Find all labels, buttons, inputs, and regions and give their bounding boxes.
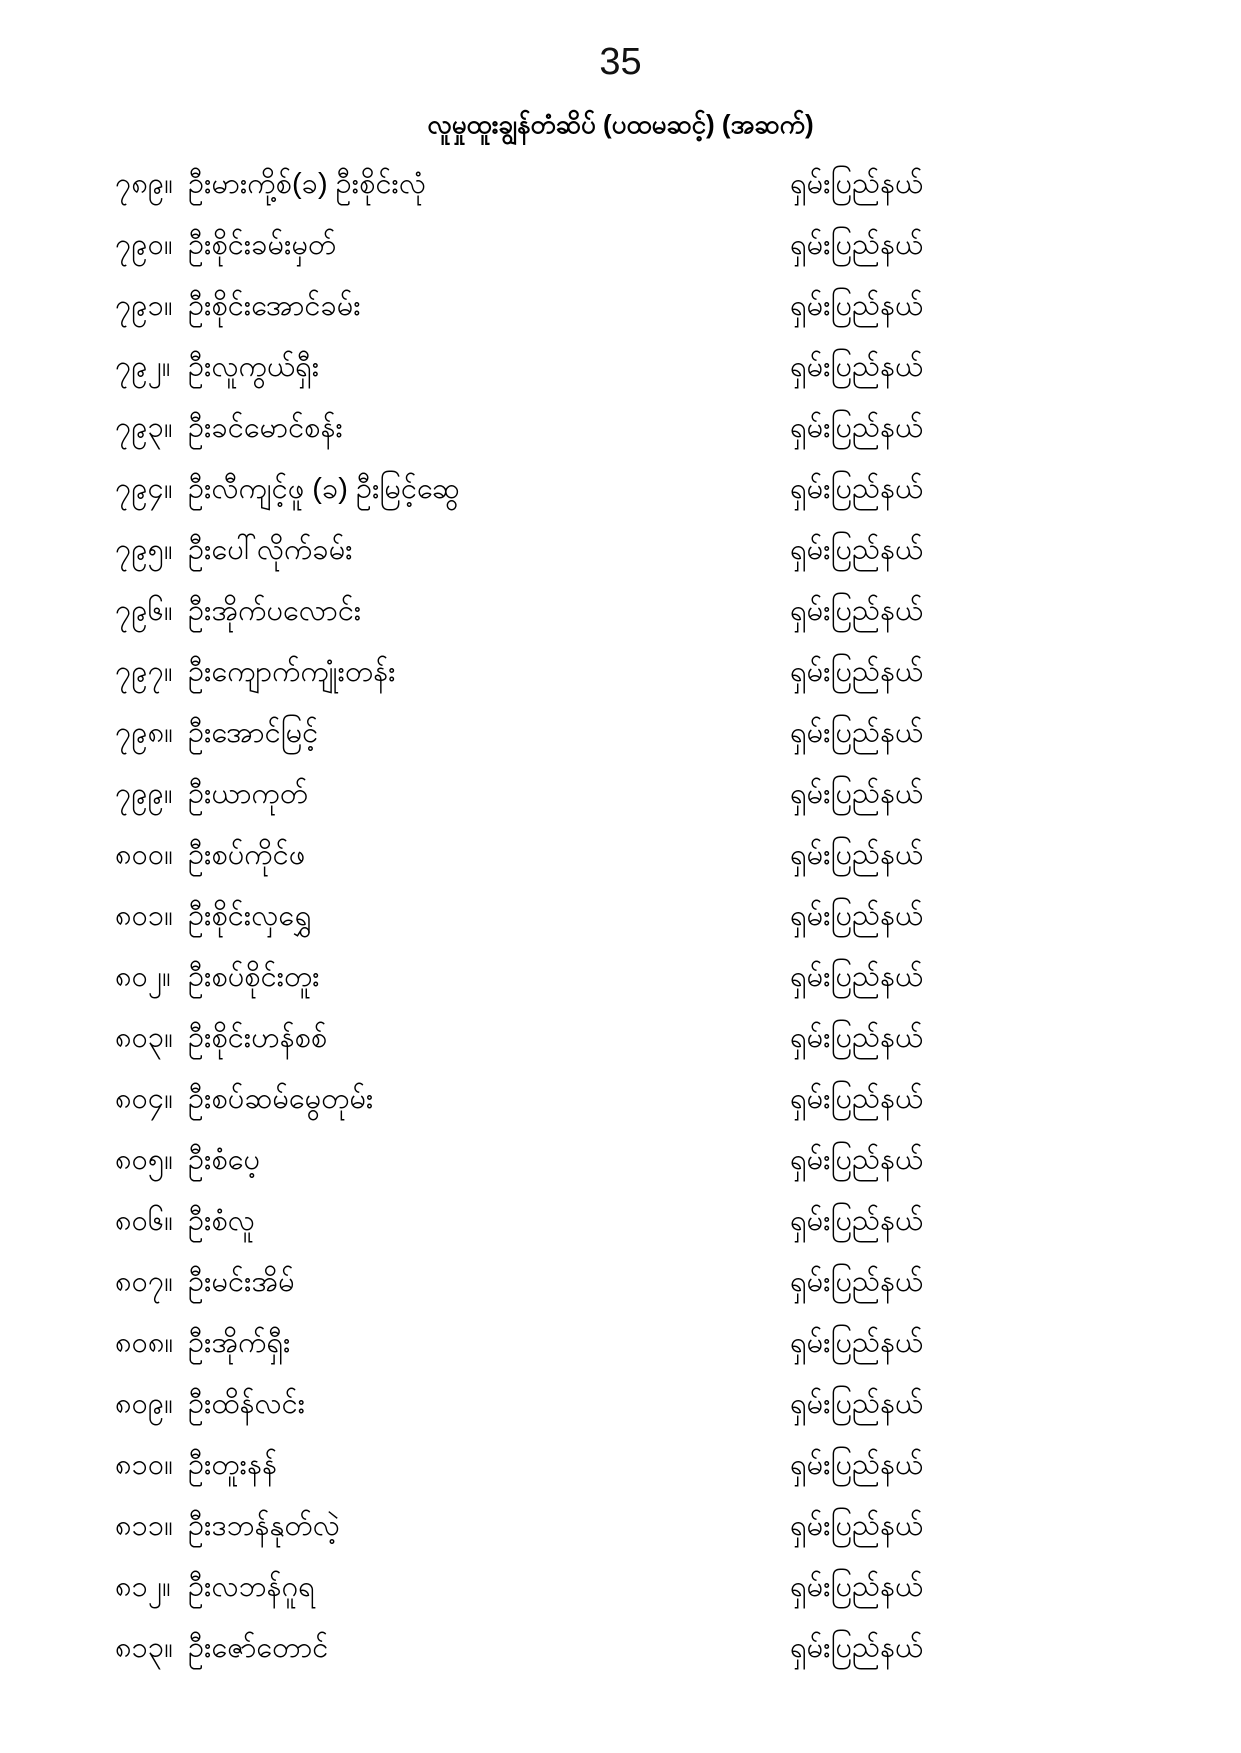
entry-number: ၇၉၀။ <box>115 229 173 261</box>
entry-name: ဦးအိုက်ပလောင်း <box>188 595 362 627</box>
list-item <box>0 703 1241 764</box>
entry-number: ၈၁၁။ <box>115 1510 173 1542</box>
entry-number: ၈၀၁။ <box>115 900 173 932</box>
entry-name: ဦးအောင်မြင့် <box>188 717 319 749</box>
entry-name: ဦးစပ်ဆမ်မွေတုမ်း <box>188 1083 374 1115</box>
list-item <box>0 1008 1241 1069</box>
entry-region: ရှမ်းပြည်နယ် <box>790 839 924 871</box>
entry-number: ၇၉၈။ <box>115 717 173 749</box>
list-item <box>0 1313 1241 1374</box>
list-item <box>0 1374 1241 1435</box>
entry-number: ၈၀၇။ <box>115 1266 173 1298</box>
entry-name: ဦးဒဘန်နုတ်လဲ့ <box>188 1510 340 1542</box>
entry-region: ရှမ်းပြည်နယ် <box>790 656 924 688</box>
entry-region: ရှမ်းပြည်နယ် <box>790 961 924 993</box>
entry-number: ၈၀၈။ <box>115 1327 174 1359</box>
entry-number: ၈၁၂။ <box>115 1571 171 1603</box>
entry-region: ရှမ်းပြည်နယ် <box>790 290 924 322</box>
entry-region: ရှမ်းပြည်နယ် <box>790 1327 924 1359</box>
entry-number: ၇၉၆။ <box>115 595 173 627</box>
list-item <box>0 764 1241 825</box>
entry-name: ဦးယာကုတ် <box>188 778 309 810</box>
list-item <box>0 1191 1241 1252</box>
list-item <box>0 1618 1241 1679</box>
entry-region: ရှမ်းပြည်နယ် <box>790 412 924 444</box>
entry-name: ဦးစိုင်းခမ်းမှတ် <box>188 229 337 261</box>
entry-region: ရှမ်းပြည်နယ် <box>790 1205 924 1237</box>
list-item <box>0 1252 1241 1313</box>
list-item <box>0 1130 1241 1191</box>
entry-name: ဦးစိုင်းအောင်ခမ်း <box>188 290 361 322</box>
list-item <box>0 1496 1241 1557</box>
entry-name: ဦးလူကွယ်ရှီး <box>188 351 320 383</box>
entry-name: ဦးခင်မောင်စန်း <box>188 412 343 444</box>
entry-name: ဦးဇော်တောင် <box>188 1632 329 1664</box>
entry-name: ဦးပေါ်လိုက်ခမ်း <box>188 534 353 566</box>
list-item <box>0 520 1241 581</box>
entry-number: ၈၀၉။ <box>115 1388 173 1420</box>
entry-number: ၈၀၆။ <box>115 1205 173 1237</box>
entry-number: ၈၀၅။ <box>115 1144 173 1176</box>
list-item <box>0 642 1241 703</box>
entry-name: ဦးလဘန်ဂူရ <box>188 1571 315 1603</box>
entry-region: ရှမ်းပြည်နယ် <box>790 1388 924 1420</box>
entry-region: ရှမ်းပြည်နယ် <box>790 1022 924 1054</box>
entries-list <box>0 154 1241 1679</box>
document-title: လူမှုထူးချွန်တံဆိပ် (ပထမဆင့်) (အဆက်) <box>427 109 814 139</box>
entry-region: ရှမ်းပြည်နယ် <box>790 900 924 932</box>
entry-number: ၈၀၃။ <box>115 1022 173 1054</box>
entry-number: ၇၉၁။ <box>115 290 173 322</box>
list-item <box>0 1435 1241 1496</box>
entry-region: ရှမ်းပြည်နယ် <box>790 1144 924 1176</box>
entry-name: ဦးစပ်ကိုင်ဖ <box>188 839 306 871</box>
entry-region: ရှမ်းပြည်နယ် <box>790 717 924 749</box>
list-item <box>0 276 1241 337</box>
list-item <box>0 886 1241 947</box>
list-item <box>0 1069 1241 1130</box>
entry-region: ရှမ်းပြည်နယ် <box>790 229 924 261</box>
entry-region: ရှမ်းပြည်နယ် <box>790 778 924 810</box>
entry-name: ဦးတူးနန် <box>188 1449 278 1481</box>
list-item <box>0 154 1241 215</box>
entry-name: ဦးစိုင်းလှရွှေ <box>188 900 312 932</box>
list-item <box>0 215 1241 276</box>
entry-region: ရှမ်းပြည်နယ် <box>790 1632 924 1664</box>
entry-number: ၈၁၃။ <box>115 1632 173 1664</box>
entry-region: ရှမ်းပြည်နယ် <box>790 595 924 627</box>
entry-number: ၈၀၄။ <box>115 1083 173 1115</box>
entry-number: ၇၉၉။ <box>115 778 173 810</box>
entry-number: ၈၀၂။ <box>115 961 171 993</box>
list-item <box>0 337 1241 398</box>
entry-region: ရှမ်းပြည်နယ် <box>790 168 924 200</box>
entry-number: ၇၉၄။ <box>115 473 173 505</box>
page-number: 35 <box>599 41 642 83</box>
entry-region: ရှမ်းပြည်နယ် <box>790 1510 924 1542</box>
entry-region: ရှမ်းပြည်နယ် <box>790 1083 924 1115</box>
entry-region: ရှမ်းပြည်နယ် <box>790 473 924 505</box>
entry-name: ဦးစိုင်းဟန်စစ် <box>188 1022 328 1054</box>
entry-number: ၈၁၀။ <box>115 1449 173 1481</box>
entry-number: ၇၉၅။ <box>115 534 173 566</box>
entry-region: ရှမ်းပြည်နယ် <box>790 534 924 566</box>
list-item <box>0 398 1241 459</box>
entry-number: ၇၉၃။ <box>115 412 173 444</box>
entry-number: ၈၀၀။ <box>115 839 173 871</box>
entry-number: ၇၉၂။ <box>115 351 171 383</box>
entry-number: ၇၈၉။ <box>115 168 173 200</box>
list-item <box>0 581 1241 642</box>
entry-name: ဦးစံပေ့ <box>188 1144 261 1176</box>
entry-name: ဦးအိုက်ရှီး <box>188 1327 291 1359</box>
list-item <box>0 947 1241 1008</box>
entry-name: ဦးထိန်လင်း <box>188 1388 306 1420</box>
entry-name: ဦးကျောက်ကျုံးတန်း <box>188 656 396 688</box>
entry-name: ဦးလီကျင့်ဖူ (ခ) ဦးမြင့်ဆွေ <box>188 473 460 505</box>
entry-name: ဦးစပ်စိုင်းတူး <box>188 961 320 993</box>
list-item <box>0 825 1241 886</box>
entry-number: ၇၉၇။ <box>115 656 173 688</box>
entry-name: ဦးမင်းအိမ် <box>188 1266 295 1298</box>
entry-name: ဦးစံလူ <box>188 1205 255 1237</box>
entry-region: ရှမ်းပြည်နယ် <box>790 1571 924 1603</box>
list-item <box>0 1557 1241 1618</box>
entry-region: ရှမ်းပြည်နယ် <box>790 1266 924 1298</box>
entry-name: ဦးမားကို့စ်(ခ) ဦးစိုင်းလုံ <box>188 168 427 200</box>
list-item <box>0 459 1241 520</box>
entry-region: ရှမ်းပြည်နယ် <box>790 351 924 383</box>
entry-region: ရှမ်းပြည်နယ် <box>790 1449 924 1481</box>
